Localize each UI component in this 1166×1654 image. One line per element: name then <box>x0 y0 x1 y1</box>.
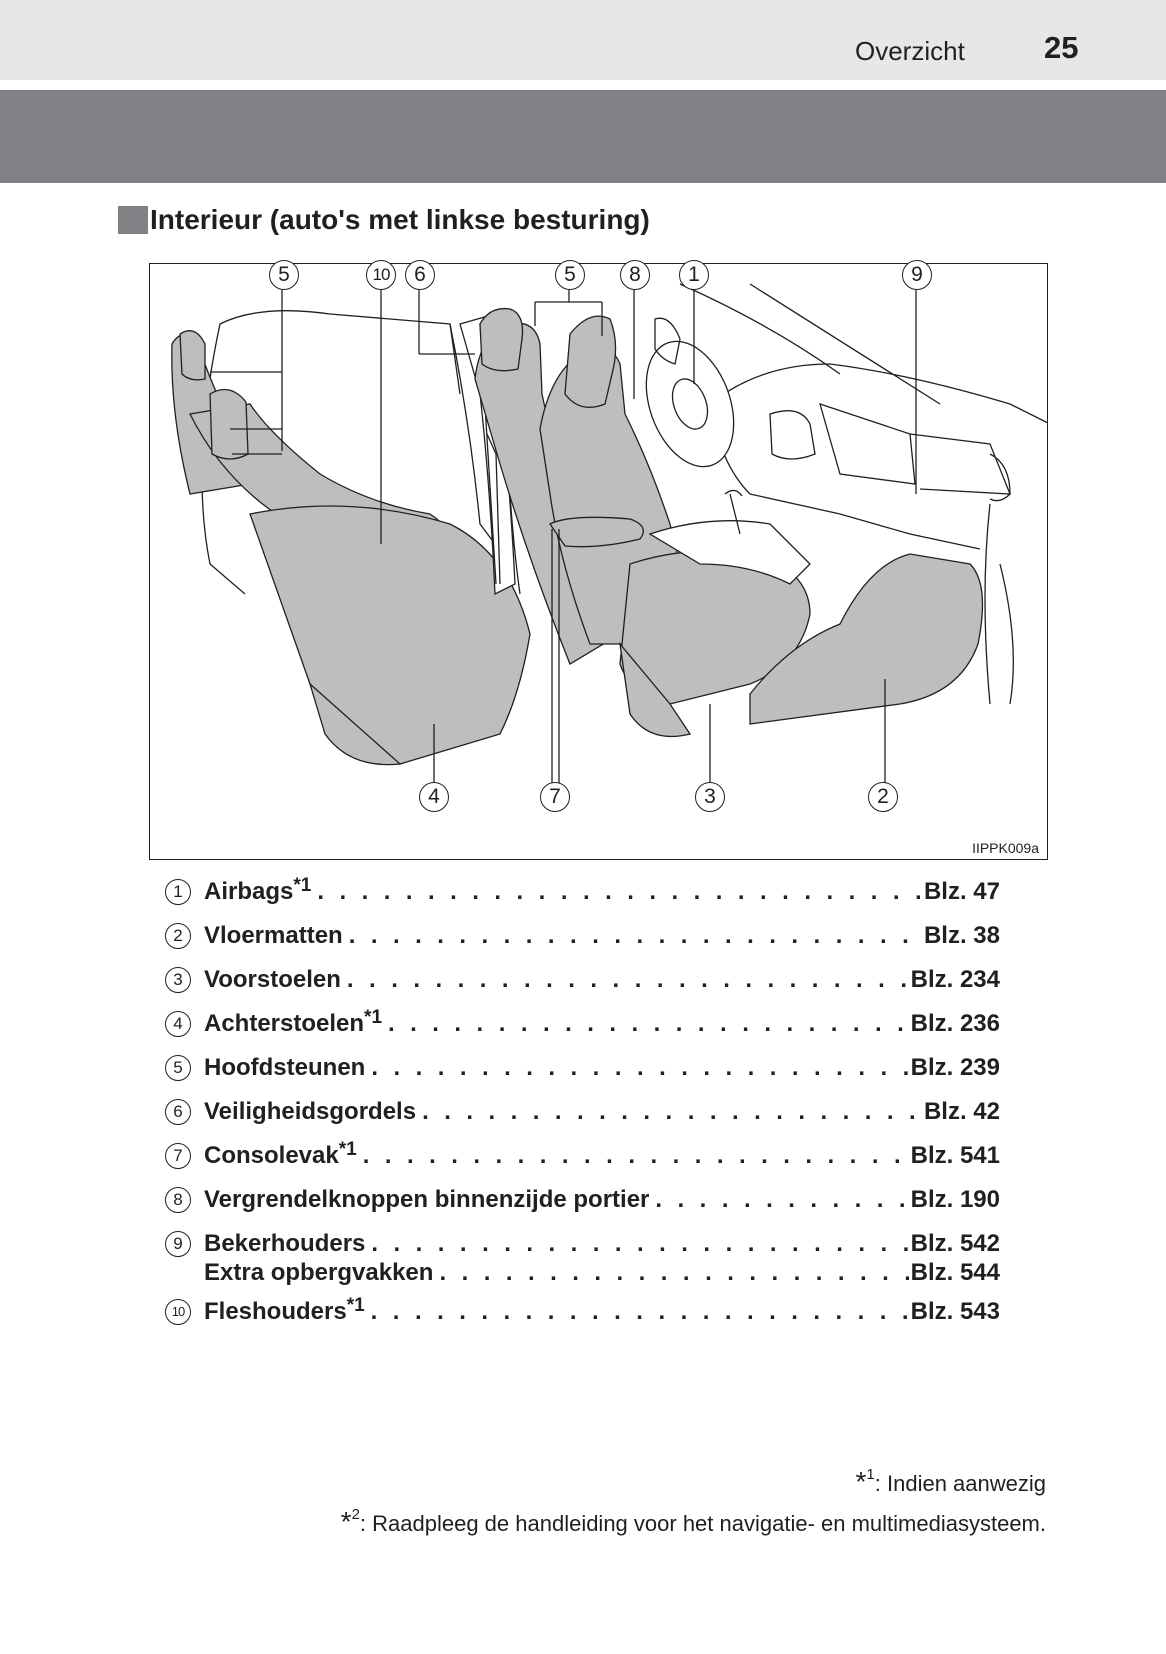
item-page-ref: Blz. 239 <box>910 1054 1000 1081</box>
item-page-ref: Blz. 47 <box>923 878 1000 905</box>
item-number: 9 <box>165 1231 191 1257</box>
item-page-ref: Blz. 38 <box>923 922 1000 949</box>
item-page-ref: Blz. 541 <box>910 1142 1000 1169</box>
item-label: Voorstoelen <box>204 966 341 993</box>
leader-dots <box>655 1186 908 1214</box>
list-item <box>165 1178 1000 1222</box>
footnote-1 <box>856 1466 1046 1498</box>
footnote-star: * <box>340 1506 352 1537</box>
list-item <box>165 1002 1000 1046</box>
leader-dots <box>439 1259 908 1287</box>
heading-square-icon <box>118 206 148 234</box>
callout-9: 9 <box>902 260 932 290</box>
page-number: 25 <box>1044 30 1079 65</box>
leader-dots <box>347 966 909 994</box>
interior-illustration <box>149 263 1048 860</box>
item-label: Extra opbergvakken <box>204 1259 434 1286</box>
callout-4: 4 <box>419 782 449 812</box>
leader-dots <box>371 1298 909 1326</box>
item-page-ref: Blz. 42 <box>923 1098 1000 1125</box>
item-note: *1 <box>338 1139 357 1160</box>
callout-2: 2 <box>868 782 898 812</box>
leader-dots <box>317 878 922 906</box>
item-number: 2 <box>165 923 191 949</box>
item-number: 7 <box>165 1143 191 1169</box>
footnote-star: * <box>855 1466 867 1497</box>
item-page-ref: Blz. 543 <box>910 1298 1000 1325</box>
component-list <box>165 870 1000 1334</box>
list-item <box>165 1134 1000 1178</box>
item-page-ref: Blz. 234 <box>910 966 1000 993</box>
section-heading <box>118 204 650 236</box>
item-label: Vergrendelknoppen binnenzijde portier <box>204 1186 650 1213</box>
heading-text: Interieur (auto's met linkse besturing) <box>150 204 650 235</box>
footnote-text: : Raadpleeg de handleiding voor het navigatie- en multimediasysteem. <box>359 1511 1046 1536</box>
item-label: Vloermatten <box>204 922 343 949</box>
list-item <box>165 1046 1000 1090</box>
callout-8: 8 <box>620 260 650 290</box>
item-note: *1 <box>346 1295 365 1316</box>
callout-5-front: 5 <box>555 260 585 290</box>
footnote-2 <box>341 1506 1046 1538</box>
item-label: Consolevak <box>204 1142 339 1169</box>
callout-6: 6 <box>405 260 435 290</box>
item-number: 6 <box>165 1099 191 1125</box>
list-item <box>165 1090 1000 1134</box>
item-note: *1 <box>293 875 312 896</box>
callout-5-rear: 5 <box>269 260 299 290</box>
list-item <box>165 1290 1000 1334</box>
item-label: Hoofdsteunen <box>204 1054 366 1081</box>
header-band <box>0 0 1166 80</box>
footnote-text: : Indien aanwezig <box>874 1471 1046 1496</box>
item-label: Veiligheidsgordels <box>204 1098 417 1125</box>
list-item <box>165 914 1000 958</box>
item-number: 5 <box>165 1055 191 1081</box>
item-label: Fleshouders <box>204 1298 347 1325</box>
leader-dots <box>371 1230 908 1258</box>
callout-1: 1 <box>679 260 709 290</box>
leader-dots <box>349 922 922 950</box>
leader-dots <box>422 1098 922 1126</box>
item-page-ref: Blz. 544 <box>910 1259 1000 1286</box>
figure-code: IIPPK009a <box>972 840 1039 856</box>
leader-dots <box>388 1010 909 1038</box>
item-page-ref: Blz. 190 <box>910 1186 1000 1213</box>
interior-drawing <box>150 264 1047 859</box>
callout-7: 7 <box>540 782 570 812</box>
item-number: 8 <box>165 1187 191 1213</box>
footnote-number: 2 <box>351 1506 360 1523</box>
item-number: 3 <box>165 967 191 993</box>
footnote-number: 1 <box>866 1466 875 1483</box>
item-note: *1 <box>364 1007 383 1028</box>
item-label: Airbags <box>204 878 294 905</box>
item-label: Bekerhouders <box>204 1230 366 1257</box>
section-label: Overzicht <box>855 36 965 66</box>
list-item <box>165 958 1000 1002</box>
item-label: Achterstoelen <box>204 1010 365 1037</box>
item-page-ref: Blz. 236 <box>910 1010 1000 1037</box>
item-page-ref: Blz. 542 <box>910 1230 1000 1257</box>
callout-10: 10 <box>366 260 396 290</box>
item-number: 1 <box>165 879 191 905</box>
list-item <box>165 1256 1000 1290</box>
title-band <box>0 90 1166 183</box>
leader-dots <box>371 1054 908 1082</box>
item-number: 10 <box>165 1299 191 1325</box>
leader-dots <box>363 1142 909 1170</box>
item-number: 4 <box>165 1011 191 1037</box>
callout-3: 3 <box>695 782 725 812</box>
list-item <box>165 870 1000 914</box>
